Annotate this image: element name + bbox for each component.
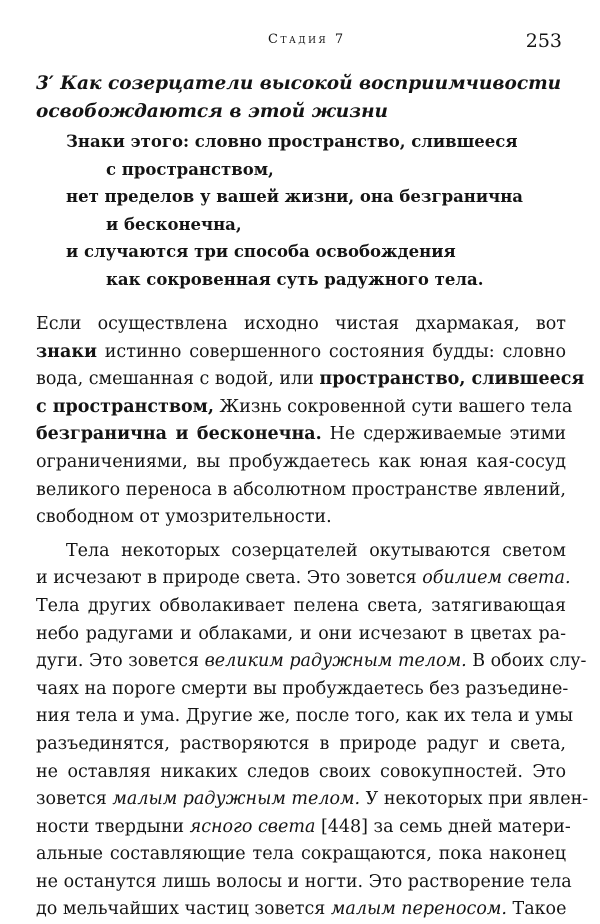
- text-line: [36, 394, 573, 422]
- text-line: [36, 621, 566, 649]
- text-run: вода, смешанная с водой, или: [36, 369, 320, 390]
- text-run: У некоторых при явлен-: [360, 789, 589, 810]
- text-run: зовется: [36, 789, 113, 810]
- bold-run: знаки: [36, 341, 97, 362]
- text-line: [36, 814, 571, 842]
- page-number: 253: [525, 30, 562, 52]
- paragraph-2: [36, 538, 589, 924]
- text-line: [36, 759, 566, 787]
- chapter-title: Стадия 7: [268, 32, 346, 47]
- italic-run: малым переносом.: [330, 899, 507, 920]
- paragraph-1: [36, 311, 585, 532]
- text-run: Если осуществлена исходно чистая дхармакая, вот: [36, 314, 566, 334]
- text-line: [36, 593, 566, 621]
- text-line: [36, 869, 572, 897]
- italic-run: великим радужным телом.: [204, 651, 467, 672]
- body-text: [36, 311, 589, 924]
- section-heading-line: 3′ Как созерцатели высокой восприимчивости: [36, 73, 562, 94]
- text-line: [36, 538, 566, 566]
- text-line: [36, 477, 566, 505]
- verse-line: и бесконечна,: [106, 214, 242, 234]
- text-run: альные составляющие тела сокращаются, пока наконец: [36, 844, 566, 865]
- text-line: [36, 504, 566, 532]
- text-run: и исчезают в природе света. Это зовется: [36, 568, 423, 589]
- text-line: [36, 786, 589, 814]
- text-line: [36, 648, 587, 676]
- text-line: [36, 896, 566, 924]
- text-run: не останутся лишь волосы и ногти. Это растворение тела: [36, 871, 572, 892]
- text-run: Тела некоторых созерцателей окутываются светом: [66, 540, 566, 561]
- running-header: [0, 32, 600, 56]
- text-line: [36, 676, 569, 704]
- text-run: Не сдерживаемые этими: [321, 424, 566, 445]
- italic-run: малым радужным телом.: [112, 789, 361, 810]
- italic-run: ясного света: [189, 816, 316, 837]
- verse-block: [66, 128, 566, 293]
- text-run: ния тела и ума. Другие же, после того, как их тела и умы: [36, 706, 574, 727]
- text-line: [36, 731, 566, 759]
- text-line: [36, 311, 566, 339]
- text-run: свободном от умозрительности.: [36, 507, 332, 528]
- text-run: до мельчайших частиц зовется: [36, 899, 331, 920]
- text-run: небо радугами и облаками, и они исчезают в цветах ра-: [36, 623, 566, 644]
- text-run: великого переноса в абсолютном пространстве явлений,: [36, 479, 566, 500]
- text-run: Такое: [506, 899, 567, 920]
- verse-line: Знаки этого: словно пространство, слившееся: [66, 132, 518, 151]
- text-line: [36, 421, 566, 449]
- text-run: Жизнь сокровенной сути вашего тела: [213, 396, 573, 417]
- text-line: [36, 565, 571, 593]
- text-run: Тела других обволакивает пелена света, затягивающая: [36, 595, 566, 616]
- bold-run: пространство, слившееся: [319, 369, 585, 390]
- verse-line: и случаются три способа освобождения: [66, 242, 456, 261]
- text-run: ограничениями, вы пробуждаетесь как юная кая-сосуд: [36, 451, 566, 472]
- bold-run: безгранична и бесконечна.: [36, 424, 322, 445]
- verse-line: нет пределов у вашей жизни, она безгранична: [66, 187, 523, 206]
- text-run: дуги. Это зовется: [36, 651, 205, 672]
- verse-line: с пространством,: [106, 159, 274, 179]
- text-run: ности твердыни: [36, 816, 190, 837]
- text-run: чаях на пороге смерти вы пробуждаетесь без разъедине-: [36, 678, 569, 699]
- section-heading-line: освобождаются в этой жизни: [36, 101, 389, 122]
- text-run: разъединятся, растворяются в природе радуг и света,: [36, 733, 566, 754]
- text-run: истинно совершенного состояния будды: словно: [96, 341, 566, 362]
- text-line: [36, 339, 566, 367]
- text-run: [448] за семь дней матери-: [315, 816, 571, 837]
- text-run: В обоих слу-: [466, 651, 587, 672]
- italic-run: обилием света.: [422, 568, 571, 589]
- text-run: не оставляя никаких следов своих совокупностей. Это: [36, 761, 566, 782]
- verse-line: как сокровенная суть радужного тела.: [106, 269, 484, 289]
- text-line: [36, 703, 574, 731]
- bold-run: с пространством,: [36, 396, 214, 417]
- section-heading: [36, 70, 566, 126]
- text-line: [36, 366, 585, 394]
- text-line: [36, 841, 566, 869]
- text-line: [36, 449, 566, 477]
